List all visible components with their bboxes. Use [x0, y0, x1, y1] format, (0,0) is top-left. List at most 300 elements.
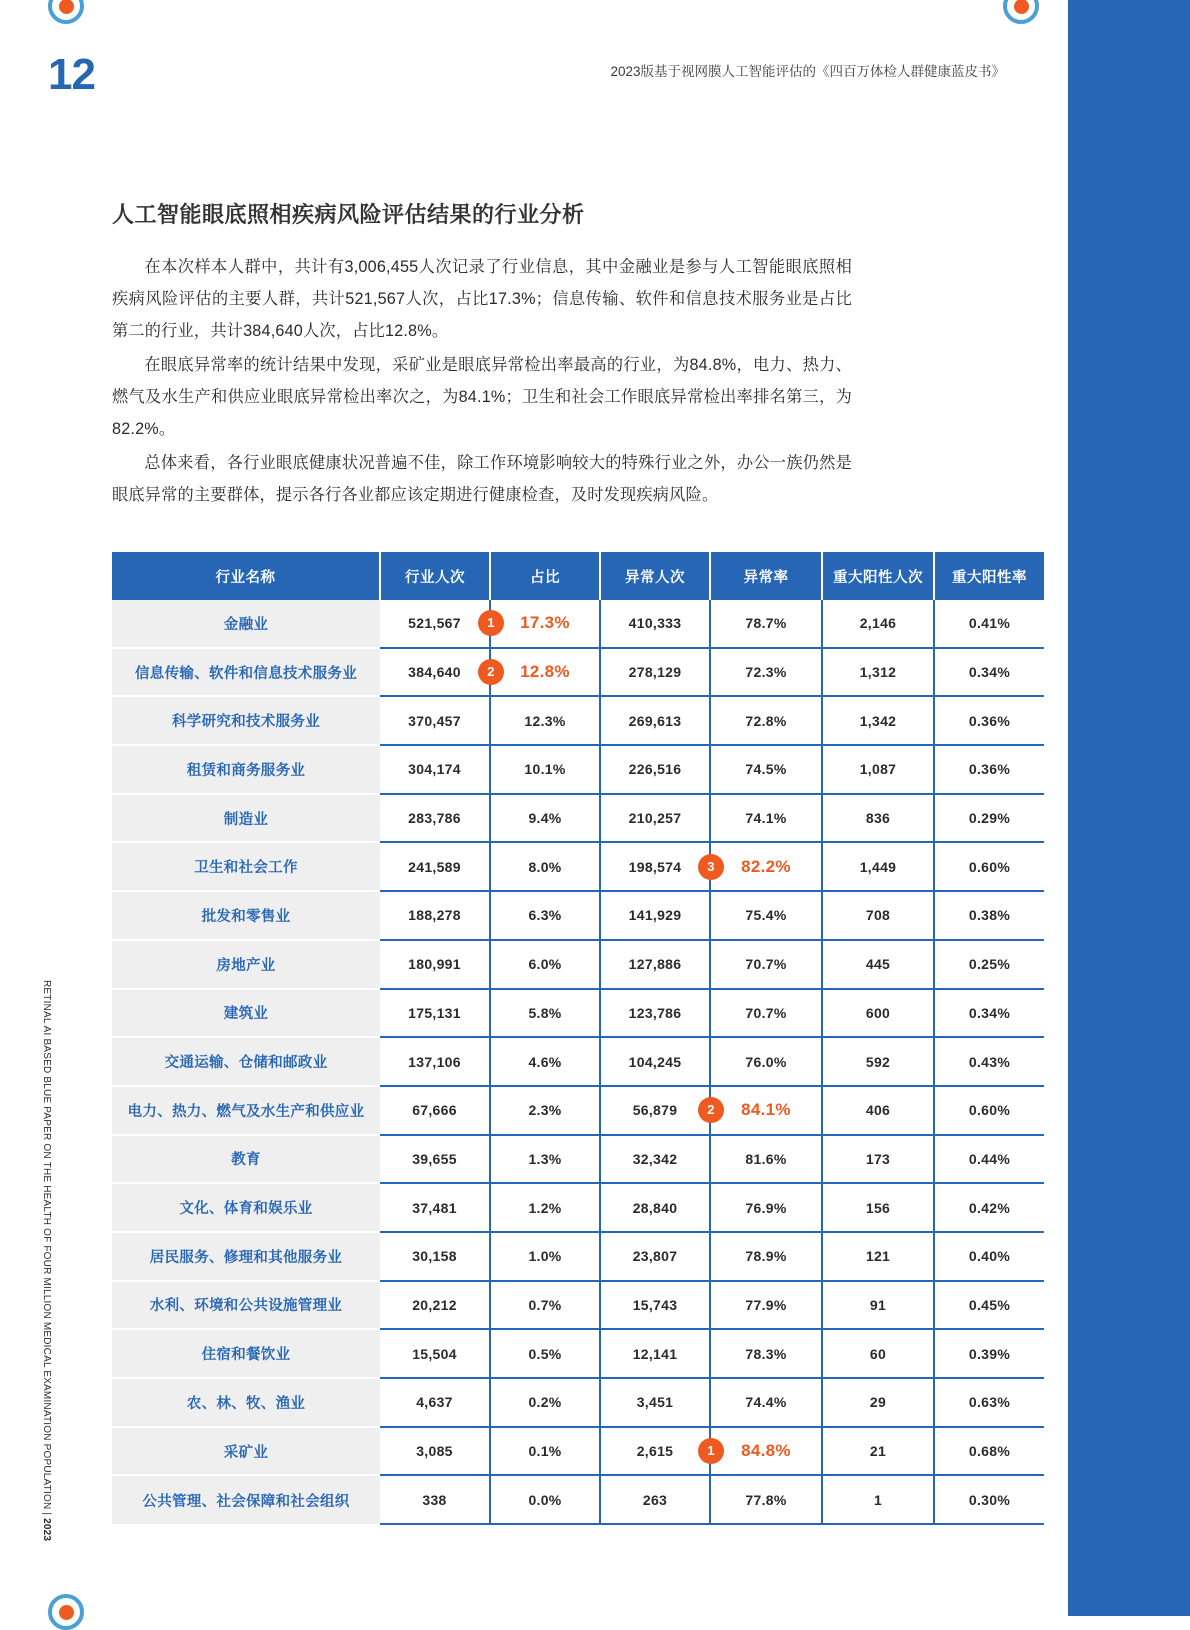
cell-positive-rate [934, 1378, 1044, 1427]
cell-abnormal-rate-value: 70.7% [745, 956, 787, 973]
table-row [112, 1281, 1044, 1330]
cell-abnormal-rate-value: 77.8% [745, 1491, 787, 1508]
cell-abnormal-rate-value: 76.0% [745, 1053, 787, 1070]
cell-abnormal-value: 141,929 [628, 907, 682, 924]
cell-positive [822, 1037, 934, 1086]
cell-abnormal-rate-value: 78.3% [745, 1345, 787, 1362]
rank-badge: 2 [478, 659, 504, 685]
cell-industry-name-value: 教育 [231, 1152, 261, 1169]
cell-share-value: 8.0% [528, 858, 562, 875]
cell-positive-rate-value: 0.30% [968, 1491, 1011, 1508]
cell-abnormal-value: 263 [642, 1491, 668, 1508]
cell-positive-value: 1,087 [859, 761, 897, 778]
cell-positive-rate-value: 0.63% [968, 1394, 1011, 1411]
industry-table [112, 552, 1044, 1525]
table-row [112, 648, 1044, 697]
decorative-ring-icon-top-left [48, 0, 84, 24]
table-row [112, 745, 1044, 794]
cell-abnormal-value: 410,333 [628, 615, 682, 632]
cell-share-value: 1.2% [528, 1199, 562, 1216]
cell-abnormal-value: 12,141 [632, 1345, 678, 1362]
cell-positive [822, 745, 934, 794]
cell-abnormal-rate [710, 600, 822, 648]
cell-abnormal-rate-value: 74.5% [745, 761, 787, 778]
cell-positive-value: 1,449 [859, 858, 897, 875]
cell-abnormal-rate [710, 696, 822, 745]
cell-positive [822, 794, 934, 843]
cell-abnormal-value: 127,886 [628, 956, 682, 973]
cell-share [490, 794, 600, 843]
cell-share-value: 0.1% [528, 1443, 562, 1460]
cell-share-value: 0.0% [528, 1491, 562, 1508]
table-row [112, 940, 1044, 989]
side-caption-year: 2023 [41, 1518, 52, 1542]
cell-positive-rate-value: 0.45% [968, 1296, 1011, 1313]
table-row [112, 600, 1044, 648]
cell-visits [380, 1329, 490, 1378]
cell-industry-name-value: 科学研究和技术服务业 [172, 714, 320, 731]
cell-abnormal [600, 1037, 710, 1086]
cell-visits-value: 241,589 [408, 858, 461, 875]
cell-positive [822, 989, 934, 1038]
cell-positive-rate-value: 0.38% [968, 907, 1011, 924]
cell-visits-value: 30,158 [412, 1248, 457, 1265]
cell-industry-name [112, 940, 380, 989]
cell-share-value: 1.3% [528, 1150, 562, 1167]
cell-industry-name-value: 住宿和餐饮业 [201, 1347, 291, 1364]
cell-positive-value: 1 [873, 1491, 883, 1508]
cell-visits-value: 384,640 [408, 664, 461, 681]
paragraph-2: 在眼底异常率的统计结果中发现，采矿业是眼底异常检出率最高的行业，为84.8%，电力、热力、燃气及水生产和供应业眼底异常检出率次之，为84.1%；卫生和社会工作眼底异常检出率排名第三，为82.2%。 [112, 356, 852, 438]
cell-positive-rate-value: 0.34% [968, 664, 1011, 681]
cell-positive-value: 29 [869, 1394, 887, 1411]
cell-abnormal-rate [710, 794, 822, 843]
page-edge-blue-bar [1068, 0, 1190, 1616]
paragraph-3: 总体来看，各行业眼底健康状况普遍不佳，除工作环境影响较大的特殊行业之外，办公一族仍然是眼底异常的主要群体，提示各行各业都应该定期进行健康检查，及时发现疾病风险。 [112, 454, 852, 504]
cell-positive-rate [934, 648, 1044, 697]
cell-visits-value: 20,212 [412, 1296, 457, 1313]
cell-abnormal-rate-value: 76.9% [745, 1199, 787, 1216]
column-header-positive: 重大阳性人次 [822, 552, 934, 600]
rank-badge: 1 [478, 610, 504, 636]
cell-share [490, 1427, 600, 1476]
cell-positive-value: 836 [865, 810, 891, 827]
cell-abnormal-value: 32,342 [632, 1150, 678, 1167]
cell-positive [822, 1086, 934, 1135]
cell-abnormal-rate [710, 745, 822, 794]
cell-share [490, 1378, 600, 1427]
cell-positive-value: 91 [869, 1296, 887, 1313]
rank-badge: 2 [698, 1097, 724, 1123]
cell-abnormal-value: 269,613 [628, 712, 682, 729]
cell-abnormal [600, 1329, 710, 1378]
cell-positive-value: 708 [865, 907, 891, 924]
cell-visits [380, 794, 490, 843]
cell-industry-name-value: 建筑业 [223, 1006, 269, 1023]
cell-positive [822, 940, 934, 989]
cell-positive-rate [934, 940, 1044, 989]
table-row [112, 1475, 1044, 1524]
cell-positive-rate [934, 1135, 1044, 1184]
cell-positive-rate [934, 1037, 1044, 1086]
cell-abnormal-rate [707, 1427, 822, 1476]
cell-visits-value: 175,131 [408, 1004, 461, 1021]
cell-share [490, 745, 600, 794]
cell-positive-value: 60 [869, 1345, 887, 1362]
cell-abnormal-rate-value: 81.6% [745, 1150, 787, 1167]
cell-visits [380, 1378, 490, 1427]
cell-positive-value: 406 [865, 1102, 891, 1119]
cell-positive-rate [934, 842, 1044, 891]
cell-visits-value: 3,085 [416, 1443, 453, 1460]
cell-industry-name-value: 批发和零售业 [201, 908, 291, 925]
cell-abnormal [600, 1475, 710, 1524]
page-title: 人工智能眼底照相疾病风险评估结果的行业分析 [112, 202, 585, 227]
cell-positive [822, 696, 934, 745]
cell-visits-value: 370,457 [408, 712, 461, 729]
cell-positive-rate [934, 1427, 1044, 1476]
cell-share-value: 12.8% [520, 662, 570, 682]
cell-industry-name [112, 696, 380, 745]
cell-visits [380, 648, 490, 697]
cell-industry-name-value: 房地产业 [216, 957, 276, 974]
cell-visits [380, 1135, 490, 1184]
cell-positive [822, 1135, 934, 1184]
cell-abnormal-value: 15,743 [632, 1296, 678, 1313]
cell-abnormal-rate [710, 1281, 822, 1330]
cell-visits-value: 521,567 [408, 615, 461, 632]
cell-visits-value: 180,991 [408, 956, 461, 973]
cell-industry-name-value: 文化、体育和娱乐业 [179, 1201, 313, 1218]
column-header-share: 占比 [490, 552, 600, 600]
cell-industry-name [112, 1232, 380, 1281]
cell-abnormal-rate-value: 77.9% [745, 1296, 787, 1313]
cell-positive-value: 592 [865, 1053, 891, 1070]
cell-visits [380, 1232, 490, 1281]
cell-positive-rate-value: 0.60% [968, 858, 1011, 875]
cell-abnormal-rate-value: 78.9% [745, 1248, 787, 1265]
cell-abnormal-rate [710, 1183, 822, 1232]
cell-abnormal-rate [710, 1232, 822, 1281]
cell-share-value: 0.5% [528, 1345, 562, 1362]
cell-abnormal-rate [707, 842, 822, 891]
cell-positive-rate-value: 0.44% [968, 1150, 1011, 1167]
table-row [112, 1329, 1044, 1378]
cell-industry-name-value: 金融业 [223, 616, 269, 633]
cell-industry-name-value: 采矿业 [223, 1444, 269, 1461]
cell-share-value: 12.3% [524, 712, 566, 729]
column-header-positive-rate: 重大阳性率 [934, 552, 1044, 600]
rank-badge: 3 [698, 854, 724, 880]
cell-abnormal-value: 226,516 [628, 761, 682, 778]
cell-visits-value: 15,504 [412, 1345, 457, 1362]
cell-visits-value: 188,278 [408, 907, 461, 924]
cell-industry-name [112, 1281, 380, 1330]
paragraph-1: 在本次样本人群中，共计有3,006,455人次记录了行业信息，其中金融业是参与人工智能眼底照相疾病风险评估的主要人群，共计521,567人次，占比17.3%；信息传输、软件和信息技术服务业是占比第二的行业，共计384,640人次，占比12.8%。 [112, 258, 852, 340]
cell-industry-name [112, 648, 380, 697]
side-caption-text: RETINAL AI BASED BLUE PAPER ON THE HEALTH OF FOUR MILLION MEDICAL EXAMINATION POPULATION | [41, 980, 52, 1519]
cell-abnormal [600, 1086, 710, 1135]
cell-positive-value: 21 [869, 1443, 887, 1460]
cell-industry-name-value: 交通运输、仓储和邮政业 [164, 1055, 328, 1072]
cell-abnormal-rate-value: 72.3% [745, 664, 787, 681]
cell-abnormal [600, 648, 710, 697]
cell-positive-rate [934, 1086, 1044, 1135]
cell-abnormal-rate-value: 82.2% [741, 856, 791, 876]
cell-positive-rate-value: 0.34% [968, 1004, 1011, 1021]
cell-abnormal [600, 600, 710, 648]
rank-badge: 1 [698, 1438, 724, 1464]
cell-visits [380, 745, 490, 794]
cell-industry-name [112, 1037, 380, 1086]
table-row [112, 1378, 1044, 1427]
table-row [112, 1037, 1044, 1086]
table-header [112, 552, 1044, 600]
cell-positive [822, 842, 934, 891]
article [112, 198, 852, 513]
cell-positive [822, 1281, 934, 1330]
cell-visits [380, 891, 490, 940]
cell-abnormal-value: 123,786 [628, 1004, 682, 1021]
cell-abnormal [600, 940, 710, 989]
cell-share-value: 0.7% [528, 1296, 562, 1313]
cell-positive [822, 1427, 934, 1476]
cell-share [490, 1475, 600, 1524]
table-row [112, 1086, 1044, 1135]
cell-positive-value: 445 [865, 956, 891, 973]
cell-industry-name [112, 1427, 380, 1476]
cell-share [487, 600, 600, 648]
cell-visits [380, 600, 490, 648]
cell-visits-value: 304,174 [408, 761, 461, 778]
cell-abnormal [600, 1135, 710, 1184]
cell-abnormal-rate-value: 75.4% [745, 907, 787, 924]
cell-industry-name [112, 842, 380, 891]
cell-share [490, 1329, 600, 1378]
cell-visits [380, 842, 490, 891]
cell-positive-rate-value: 0.68% [968, 1443, 1011, 1460]
cell-positive-value: 1,342 [859, 712, 897, 729]
cell-industry-name [112, 1475, 380, 1524]
cell-visits [380, 696, 490, 745]
cell-industry-name-value: 水利、环境和公共设施管理业 [149, 1298, 343, 1315]
cell-industry-name [112, 1183, 380, 1232]
column-header-industry: 行业名称 [112, 552, 380, 600]
cell-visits [380, 1037, 490, 1086]
table-row [112, 794, 1044, 843]
column-header-abnormal-rate: 异常率 [710, 552, 822, 600]
table-body [112, 600, 1044, 1524]
cell-abnormal-rate [710, 989, 822, 1038]
cell-positive [822, 1329, 934, 1378]
cell-share-value: 6.0% [528, 956, 562, 973]
cell-industry-name [112, 600, 380, 648]
cell-abnormal-rate-value: 74.1% [745, 810, 787, 827]
table-row [112, 842, 1044, 891]
cell-industry-name-value: 信息传输、软件和信息技术服务业 [135, 665, 357, 682]
cell-industry-name [112, 1135, 380, 1184]
cell-positive-rate [934, 745, 1044, 794]
cell-industry-name [112, 745, 380, 794]
cell-abnormal-rate-value: 74.4% [745, 1394, 787, 1411]
cell-industry-name-value: 公共管理、社会保障和社会组织 [142, 1493, 350, 1510]
cell-positive-rate-value: 0.29% [968, 810, 1011, 827]
cell-positive-rate [934, 1281, 1044, 1330]
cell-abnormal-rate-value: 84.1% [741, 1100, 791, 1120]
cell-abnormal [600, 1427, 710, 1476]
cell-positive [822, 1475, 934, 1524]
table-row [112, 1183, 1044, 1232]
cell-industry-name-value: 租赁和商务服务业 [186, 762, 306, 779]
cell-positive-rate-value: 0.25% [968, 956, 1011, 973]
cell-visits-value: 37,481 [412, 1199, 457, 1216]
table-row [112, 1427, 1044, 1476]
cell-visits [380, 1281, 490, 1330]
cell-share [490, 696, 600, 745]
cell-abnormal-rate [710, 940, 822, 989]
cell-visits [380, 940, 490, 989]
cell-positive-rate [934, 696, 1044, 745]
cell-positive-rate-value: 0.36% [968, 761, 1011, 778]
cell-share-value: 10.1% [524, 761, 566, 778]
cell-positive-value: 156 [865, 1199, 891, 1216]
running-head: 2023版基于视网膜人工智能评估的《四百万体检人群健康蓝皮书》 [610, 64, 1005, 79]
cell-abnormal-rate [710, 1037, 822, 1086]
cell-abnormal [600, 1378, 710, 1427]
cell-positive-value: 173 [865, 1150, 891, 1167]
cell-abnormal-value: 2,615 [636, 1443, 674, 1460]
cell-positive-rate-value: 0.39% [968, 1345, 1011, 1362]
table-row [112, 1232, 1044, 1281]
table-header-row [112, 552, 1044, 600]
cell-positive-rate [934, 794, 1044, 843]
cell-share [490, 1086, 600, 1135]
cell-share [490, 1281, 600, 1330]
cell-visits [380, 1086, 490, 1135]
cell-abnormal-value: 3,451 [636, 1394, 674, 1411]
cell-share-value: 0.2% [528, 1394, 562, 1411]
cell-abnormal-rate-value: 78.7% [745, 615, 787, 632]
cell-abnormal [600, 842, 710, 891]
cell-abnormal [600, 745, 710, 794]
cell-industry-name-value: 电力、热力、燃气及水生产和供应业 [127, 1103, 365, 1120]
cell-industry-name [112, 1329, 380, 1378]
cell-visits-value: 67,666 [412, 1102, 457, 1119]
cell-visits [380, 989, 490, 1038]
column-header-visits: 行业人次 [380, 552, 490, 600]
cell-positive [822, 1232, 934, 1281]
cell-positive [822, 648, 934, 697]
cell-visits [380, 1475, 490, 1524]
cell-abnormal [600, 794, 710, 843]
cell-share-value: 6.3% [528, 907, 562, 924]
cell-industry-name [112, 891, 380, 940]
table-row [112, 696, 1044, 745]
cell-positive-rate-value: 0.41% [968, 615, 1011, 632]
cell-share [490, 989, 600, 1038]
cell-share [490, 842, 600, 891]
cell-industry-name [112, 1086, 380, 1135]
cell-share-value: 1.0% [528, 1248, 562, 1265]
cell-abnormal-rate [710, 1135, 822, 1184]
cell-share-value: 5.8% [528, 1004, 562, 1021]
cell-visits [380, 1183, 490, 1232]
decorative-ring-icon-top-right [1003, 0, 1039, 24]
decorative-ring-icon-bottom-left [48, 1594, 84, 1630]
cell-industry-name-value: 制造业 [223, 811, 269, 828]
cell-share-value: 9.4% [528, 810, 562, 827]
table-row [112, 989, 1044, 1038]
industry-table-container [112, 552, 1044, 1525]
cell-abnormal-rate-value: 70.7% [745, 1004, 787, 1021]
cell-positive-rate-value: 0.42% [968, 1199, 1011, 1216]
cell-abnormal-value: 28,840 [632, 1199, 678, 1216]
cell-abnormal-rate [710, 1378, 822, 1427]
cell-industry-name [112, 989, 380, 1038]
cell-share-value: 4.6% [528, 1053, 562, 1070]
cell-abnormal-value: 23,807 [632, 1248, 678, 1265]
cell-share [487, 648, 600, 697]
cell-positive-rate-value: 0.36% [968, 712, 1011, 729]
cell-abnormal [600, 989, 710, 1038]
cell-abnormal-value: 104,245 [628, 1053, 682, 1070]
cell-abnormal-rate [707, 1086, 822, 1135]
cell-abnormal-rate [710, 1475, 822, 1524]
cell-positive-value: 600 [865, 1004, 891, 1021]
cell-industry-name [112, 794, 380, 843]
cell-abnormal-rate-value: 84.8% [741, 1441, 791, 1461]
cell-abnormal [600, 1183, 710, 1232]
cell-abnormal-rate [710, 891, 822, 940]
cell-industry-name-value: 居民服务、修理和其他服务业 [149, 1249, 343, 1266]
cell-abnormal-rate-value: 72.8% [745, 712, 787, 729]
cell-industry-name [112, 1378, 380, 1427]
cell-positive [822, 1183, 934, 1232]
cell-positive-value: 121 [865, 1248, 891, 1265]
cell-share [490, 1232, 600, 1281]
cell-visits-value: 4,637 [416, 1394, 453, 1411]
cell-visits-value: 338 [422, 1491, 447, 1508]
cell-positive-rate [934, 1232, 1044, 1281]
cell-share-value: 17.3% [520, 613, 570, 633]
cell-visits-value: 137,106 [408, 1053, 461, 1070]
cell-positive [822, 891, 934, 940]
cell-industry-name-value: 农、林、牧、渔业 [186, 1395, 306, 1412]
side-caption [41, 980, 52, 1542]
cell-share [490, 1037, 600, 1086]
cell-share-value: 2.3% [528, 1102, 562, 1119]
cell-abnormal [600, 696, 710, 745]
cell-abnormal-value: 278,129 [628, 664, 682, 681]
column-header-abnormal: 异常人次 [600, 552, 710, 600]
cell-positive-rate [934, 600, 1044, 648]
cell-share [490, 940, 600, 989]
cell-share [490, 891, 600, 940]
table-row [112, 1135, 1044, 1184]
cell-positive-rate-value: 0.40% [968, 1248, 1011, 1265]
cell-visits-value: 39,655 [412, 1150, 457, 1167]
cell-positive-rate [934, 1183, 1044, 1232]
cell-positive [822, 1378, 934, 1427]
cell-positive [822, 600, 934, 648]
cell-positive-value: 2,146 [859, 615, 897, 632]
cell-positive-rate [934, 1329, 1044, 1378]
cell-abnormal-rate [710, 648, 822, 697]
cell-abnormal [600, 1232, 710, 1281]
cell-industry-name-value: 卫生和社会工作 [194, 860, 298, 877]
cell-abnormal [600, 891, 710, 940]
cell-abnormal-value: 210,257 [628, 810, 682, 827]
